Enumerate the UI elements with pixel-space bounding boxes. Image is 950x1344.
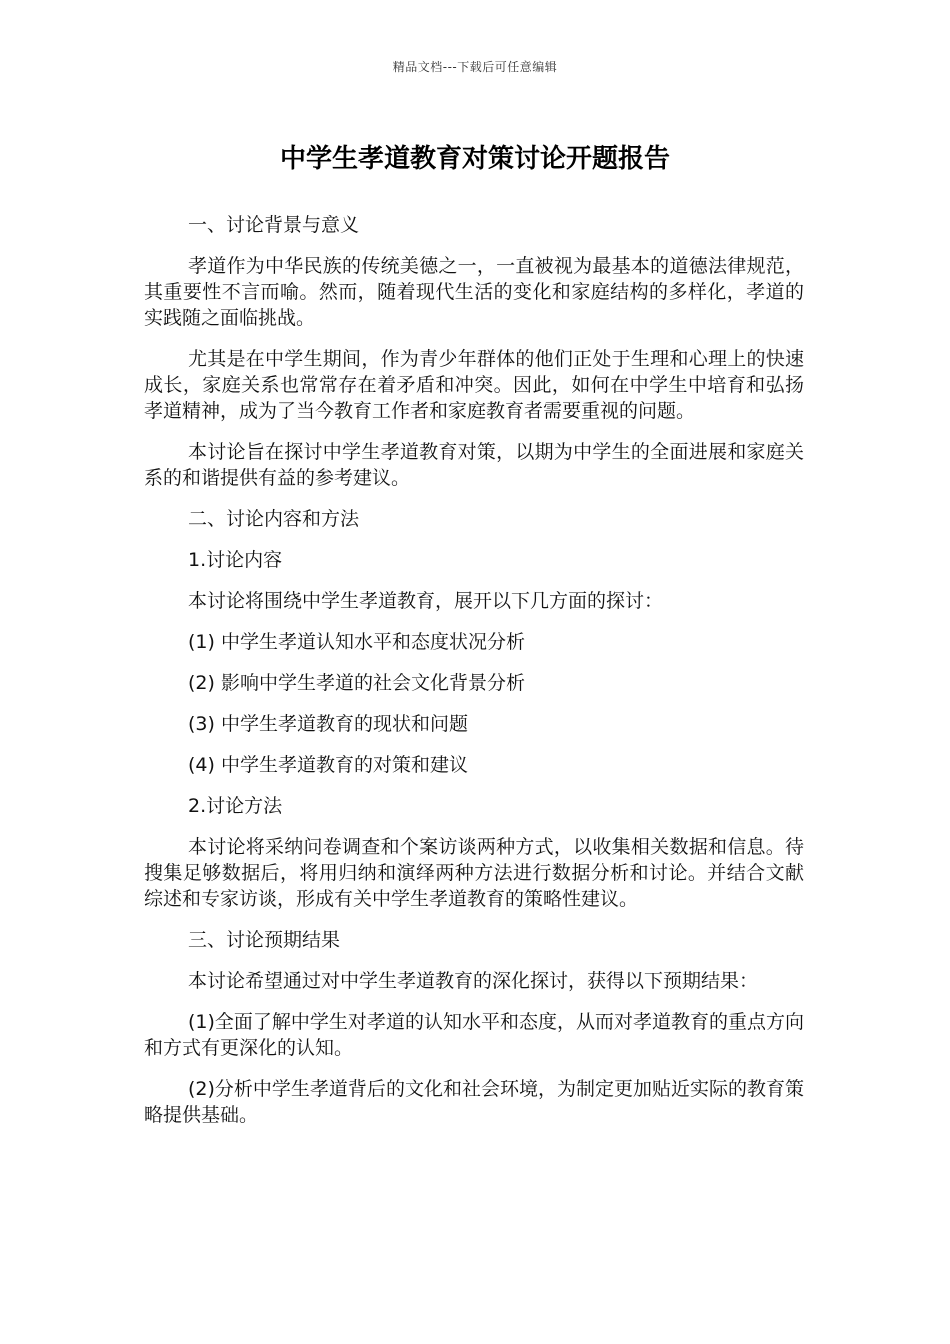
list-item: (2)分析中学生孝道背后的文化和社会环境，为制定更加贴近实际的教育策略提供基础。 [144, 1078, 804, 1126]
paragraph: 本讨论将围绕中学生孝道教育，展开以下几方面的探讨： [188, 590, 664, 612]
section-heading-background: 一、讨论背景与意义 [188, 214, 360, 236]
subheading-content: 1.讨论内容 [188, 549, 283, 571]
list-item: (4) 中学生孝道教育的对策和建议 [188, 754, 468, 776]
document-title: 中学生孝道教育对策讨论开题报告 [279, 144, 670, 174]
list-item: (3) 中学生孝道教育的现状和问题 [188, 713, 468, 735]
section-heading-expected-results: 三、讨论预期结果 [188, 929, 341, 951]
subheading-method: 2.讨论方法 [188, 795, 283, 817]
list-item: (1)全面了解中学生对孝道的认知水平和态度，从而对孝道教育的重点方向和方式有更深化的认知。 [144, 1011, 804, 1059]
header-note: 精品文档---下载后可任意编辑 [392, 60, 558, 74]
paragraph: 尤其是在中学生期间，作为青少年群体的他们正处于生理和心理上的快速成长，家庭关系也常常存在着矛盾和冲突。因此，如何在中学生中培育和弘扬孝道精神，成为了当今教育工作者和家庭教育者需要重视的问题。 [144, 348, 804, 422]
paragraph: 本讨论旨在探讨中学生孝道教育对策，以期为中学生的全面进展和家庭关系的和谐提供有益的参考建议。 [144, 441, 804, 489]
paragraph: 孝道作为中华民族的传统美德之一，一直被视为最基本的道德法律规范，其重要性不言而喻。然而，随着现代生活的变化和家庭结构的多样化，孝道的实践随之面临挑战。 [144, 255, 804, 329]
paragraph: 本讨论希望通过对中学生孝道教育的深化探讨，获得以下预期结果： [188, 970, 759, 992]
paragraph: 本讨论将采纳问卷调查和个案访谈两种方式，以收集相关数据和信息。待搜集足够数据后，将用归纳和演绎两种方法进行数据分析和讨论。并结合文献综述和专家访谈，形成有关中学生孝道教育的策略性建议。 [144, 836, 804, 910]
list-item: (2) 影响中学生孝道的社会文化背景分析 [188, 672, 525, 694]
section-heading-content-method: 二、讨论内容和方法 [188, 508, 360, 530]
list-item: (1) 中学生孝道认知水平和态度状况分析 [188, 631, 525, 653]
document-body [144, 212, 804, 1143]
